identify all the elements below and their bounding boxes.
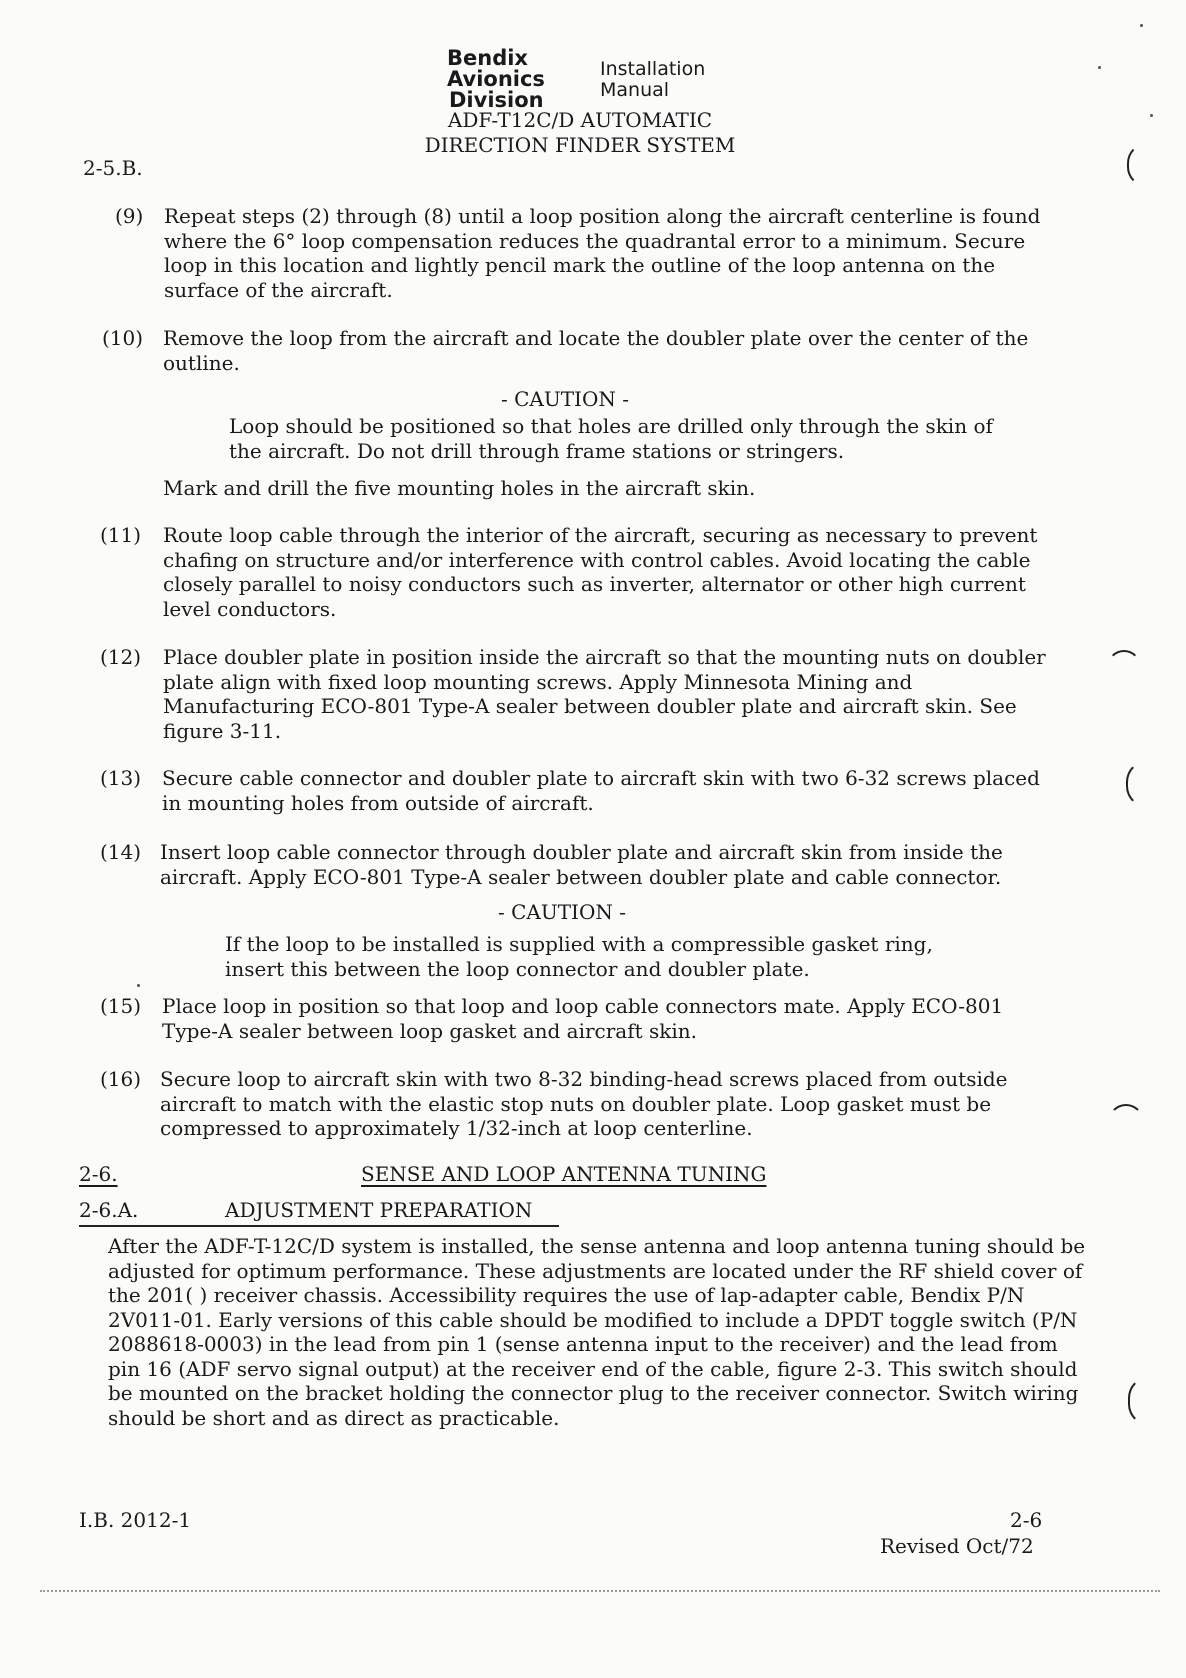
caution-text: If the loop to be installed is supplied with a compressible gasket ring, insert this between the loop connector and doubler plate. [225, 932, 933, 981]
manual-type [600, 59, 705, 101]
binder-hole-mark [1128, 1376, 1154, 1426]
speck [1150, 114, 1153, 117]
step-number: (9) [115, 204, 144, 228]
step-number: (12) [100, 645, 142, 669]
logo-line-2: Avionics [447, 67, 545, 91]
manual-line-2: Manual [600, 79, 670, 101]
step-number: (16) [100, 1067, 142, 1091]
speck [1140, 24, 1143, 27]
subsection-number: 2-6.A. [79, 1198, 139, 1222]
page-number: 2-6 [1010, 1508, 1043, 1532]
logo-line-1: Bendix [447, 46, 528, 70]
bendix-logo [447, 48, 545, 111]
step-text: Repeat steps (2) through (8) until a loop position along the aircraft centerline is found where the 6° loop compensation reduces the quadrantal error to a minimum. Secure loop in this location and lightly pencil mark the outline of the loop antenna on the surface of the aircraft. [164, 204, 1041, 302]
manual-line-1: Installation [600, 58, 706, 80]
binder-hole-mark [1107, 650, 1141, 674]
binder-hole-mark [1108, 1104, 1144, 1128]
step-number: (10) [102, 326, 144, 350]
speck [1098, 66, 1101, 69]
step-text: Secure loop to aircraft skin with two 8-32 binding-head screws placed from outside aircraft to match with the elastic stop nuts on doubler plate. Loop gasket must be compressed to approximately 1/32-inch at loop centerline. [160, 1067, 1008, 1140]
binder-hole-mark [1127, 143, 1153, 187]
logo-line-3: Division [449, 88, 544, 112]
step-text: Remove the loop from the aircraft and locate the doubler plate over the center of the outline. [163, 326, 1029, 375]
step-number: (11) [100, 523, 142, 547]
caution-heading: - CAUTION - [501, 387, 629, 411]
step-continuation: Mark and drill the five mounting holes in the aircraft skin. [163, 476, 756, 500]
step-number: (13) [100, 766, 142, 790]
binder-hole-mark [1126, 760, 1152, 808]
subsection-title: ADJUSTMENT PREPARATION [225, 1198, 533, 1222]
step-text: Place doubler plate in position inside the aircraft so that the mounting nuts on doubler plate align with fixed loop mounting screws. Apply Minnesota Mining and Manufacturing ECO-801 Type-A sealer between doubler plate and aircraft skin. See figure 3-11. [163, 645, 1046, 743]
document-id: I.B. 2012-1 [79, 1508, 192, 1532]
scan-noise [40, 1590, 1160, 1592]
step-text: Secure cable connector and doubler plate to aircraft skin with two 6-32 screws placed in mounting holes from outside of aircraft. [162, 766, 1040, 815]
revision-date: Revised Oct/72 [880, 1534, 1034, 1558]
subsection-underline [79, 1225, 559, 1227]
section-number: 2-6. [79, 1162, 118, 1186]
section-title: SENSE AND LOOP ANTENNA TUNING [361, 1162, 767, 1186]
body-paragraph: After the ADF-T-12C/D system is installed, the sense antenna and loop antenna tuning should be adjusted for optimum performance. These adjustments are located under the RF shield cover of the 201( ) receiver chassis. Accessibility requires the use of lap-adapter cable, Bendix P/N 2V011-01. Early versions of this cable should be modified to include a DPDT toggle switch (P/N 2088618-0003) in the lead from pin 1 (sense antenna input to the receiver) and the lead from pin 16 (ADF servo signal output) at the receiver end of the cable, figure 2-3. This switch should be mounted on the bracket holding the connector plug to the receiver connector. Switch wiring should be short and as direct as practicable. [108, 1234, 1086, 1430]
title-line-2: DIRECTION FINDER SYSTEM [424, 133, 736, 157]
step-text: Place loop in position so that loop and loop cable connectors mate. Apply ECO-801 Type-A sealer between loop gasket and aircraft skin. [162, 994, 1004, 1043]
title-line-1: ADF-T12C/D AUTOMATIC [447, 108, 713, 132]
step-text: Insert loop cable connector through doubler plate and aircraft skin from inside the aircraft. Apply ECO-801 Type-A sealer between doubler plate and cable connector. [160, 840, 1003, 889]
caution-heading: - CAUTION - [498, 900, 626, 924]
step-text: Route loop cable through the interior of the aircraft, securing as necessary to prevent chafing on structure and/or interference with control cables. Avoid locating the cable closely parallel to noisy conductors such as inverter, alternator or other high current level conductors. [163, 523, 1038, 621]
speck [137, 984, 140, 987]
step-number: (14) [100, 840, 142, 864]
caution-text: Loop should be positioned so that holes are drilled only through the skin of the aircraft. Do not drill through frame stations or stringers. [229, 414, 993, 463]
section-reference: 2-5.B. [83, 156, 143, 180]
document-title [380, 108, 780, 158]
step-number: (15) [100, 994, 142, 1018]
